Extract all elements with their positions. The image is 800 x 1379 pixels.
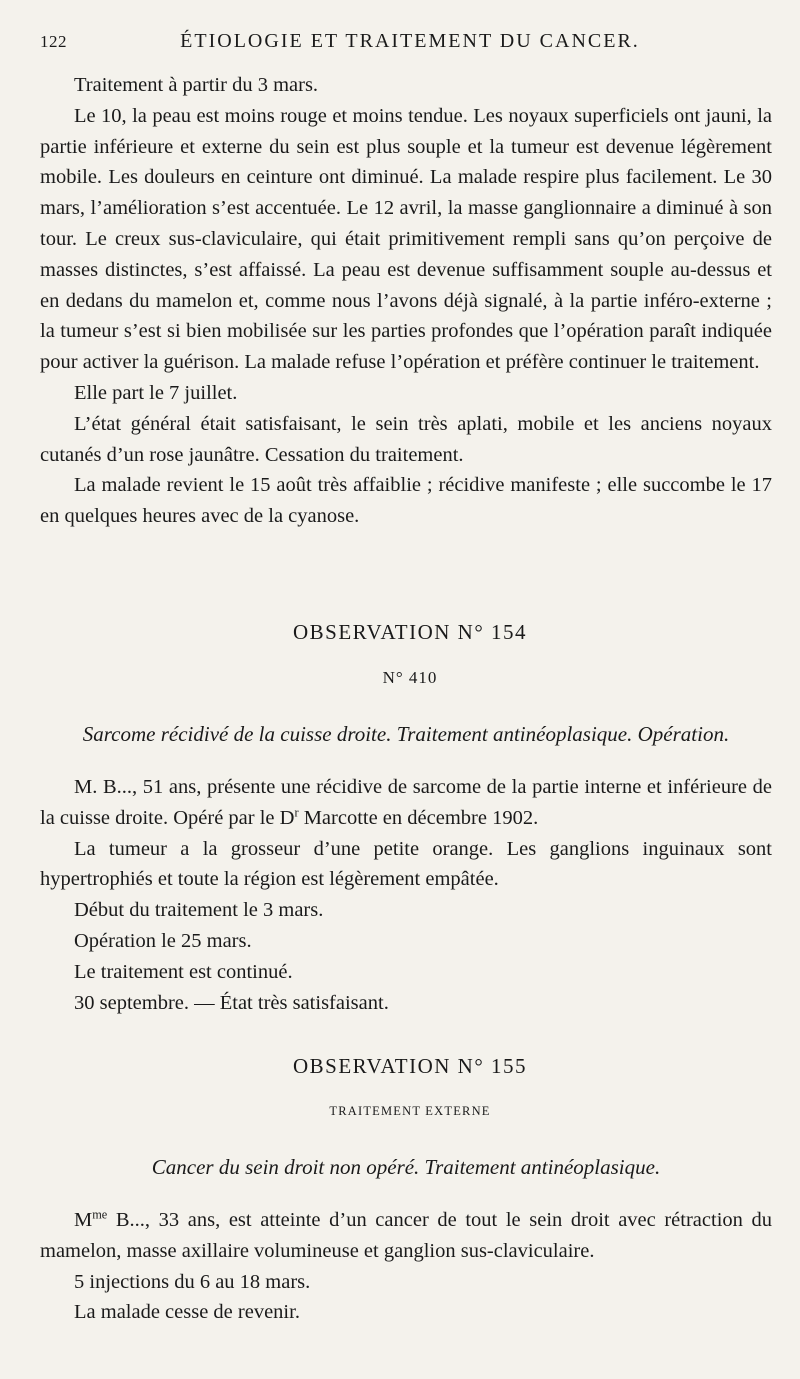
paragraph: La malade cesse de revenir. [74, 1301, 300, 1324]
paragraph [40, 772, 772, 834]
observation-154-number: N° 410 [382, 668, 438, 687]
paragraph: Le traitement est continué. [74, 960, 293, 983]
page-number: 122 [40, 32, 67, 51]
paragraph: Traitement à partir du 3 mars. [74, 74, 319, 96]
paragraph: La tumeur a la grosseur d’une petite orange. Les ganglions inguinaux sont hypertrophiés et toute la région est légèrement empâtée. [40, 837, 772, 891]
observation-154-case-title: Sarcome récidivé de la cuisse droite. Traitement antinéoplasique. Opération. [82, 722, 730, 746]
observation-154-title: OBSERVATION N° 154 [292, 620, 528, 644]
paragraph: Elle part le 7 juillet. [74, 381, 238, 404]
paragraph: La malade revient le 15 août très affaiblie ; récidive manifeste ; elle succombe le 17 en quelques heures avec de la cyanose. [40, 474, 772, 528]
observation-155-text [40, 1205, 772, 1328]
paragraph: Début du traitement le 3 mars. [74, 899, 324, 922]
text-span: B..., 33 ans, est atteinte d’un cancer de tout le sein droit avec rétraction du mamelon, masse axillaire volumineuse et ganglion sus-claviculaire. [40, 1209, 772, 1262]
continuation-text [40, 70, 772, 532]
observation-155-subhead: TRAITEMENT EXTERNE [329, 1104, 491, 1118]
text-span: M. B..., 51 ans, présente une récidive de sarcome de la partie interne et inférieure de la cuisse droite. Opéré par le D [40, 776, 772, 829]
text-span: Marcotte en décembre 1902. [298, 806, 539, 829]
paragraph: 30 septembre. — État très satisfaisant. [74, 991, 389, 1014]
superscript: r [294, 805, 299, 820]
paragraph: 5 injections du 6 au 18 mars. [74, 1270, 311, 1293]
paragraph: Opération le 25 mars. [74, 929, 252, 952]
text-span: M [74, 1209, 93, 1231]
page-header [0, 30, 800, 60]
paragraph [40, 1205, 772, 1267]
observation-155-title: OBSERVATION N° 155 [292, 1054, 528, 1078]
observation-155-case-title: Cancer du sein droit non opéré. Traitement antinéoplasique. [151, 1155, 661, 1179]
paragraph: Le 10, la peau est moins rouge et moins tendue. Les noyaux superficiels ont jauni, la partie inférieure et externe du sein est plus souple et la tumeur est devenue légèrement mobile. Les douleurs en ceinture ont diminué. La malade respire plus facilement. Le 30 mars, l’amélioration s’est accentuée. Le 12 avril, la masse ganglionnaire a diminué à son tour. Le creux sus-claviculaire, qui était primitivement rempli sans qu’on perçoive de masses distinctes, s’est affaissé. La peau est devenue suffisamment souple au-dessus et en dedans du mamelon et, comme nous l’avons déjà signalé, à la partie inféro-externe ; la tumeur s’est si bien mobilisée sur les parties profondes que l’opération paraît indiquée pour activer la guérison. La malade refuse l’opération et préfère continuer le traitement. [40, 104, 772, 374]
running-title: ÉTIOLOGIE ET TRAITEMENT DU CANCER. [180, 30, 640, 52]
superscript: me [92, 1207, 108, 1222]
paragraph: L’état général était satisfaisant, le sein très aplati, mobile et les anciens noyaux cutanés d’un rose jaunâtre. Cessation du traitement. [40, 412, 772, 466]
observation-154-text [40, 772, 772, 1018]
